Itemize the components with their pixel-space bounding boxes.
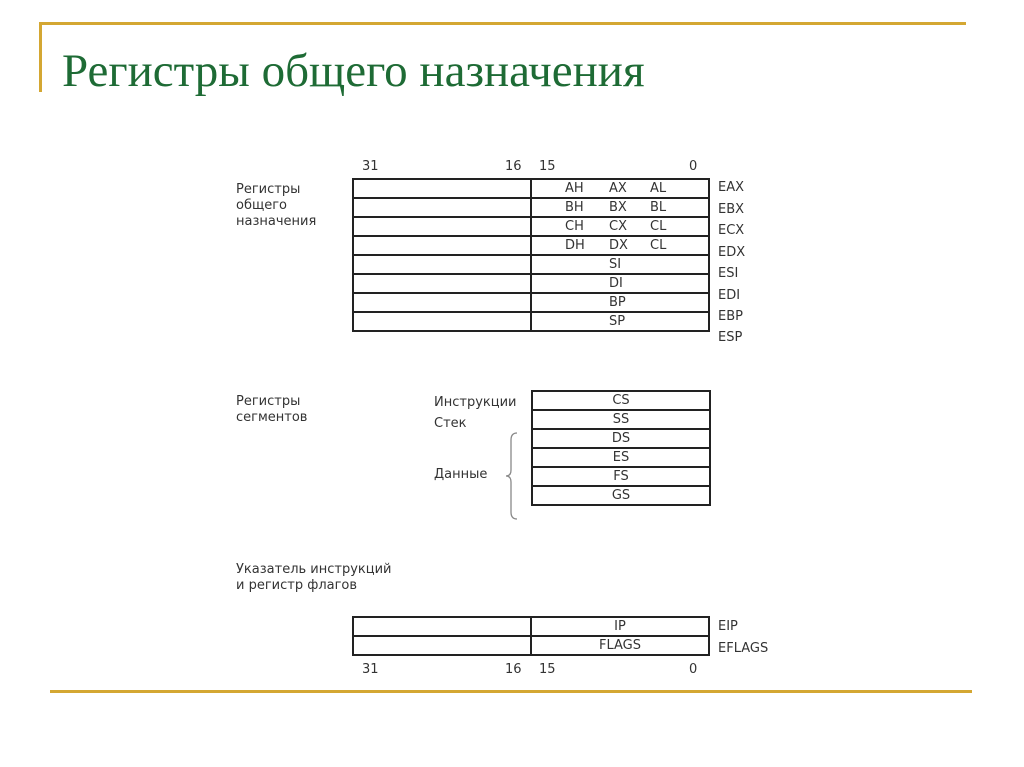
register-row-ebp xyxy=(353,293,709,312)
high-byte: CH xyxy=(565,219,584,234)
register-row-edi xyxy=(353,274,709,293)
bit-15-label: 15 xyxy=(539,662,556,677)
general-registers-label xyxy=(236,182,316,230)
frame-left-rule xyxy=(39,22,42,92)
label-line: и регистр флагов xyxy=(236,578,358,593)
slide-title: Регистры общего назначения xyxy=(62,45,645,97)
high-half xyxy=(353,293,531,312)
low-half xyxy=(531,312,709,331)
bit-31-label: 31 xyxy=(362,159,379,174)
segment-row-es xyxy=(532,448,710,467)
high-half xyxy=(353,274,531,293)
low-half xyxy=(531,236,709,255)
reg-name-ebp: EBP xyxy=(718,309,743,324)
reg-name-eax: EAX xyxy=(718,180,745,195)
register-row-ebx xyxy=(353,198,709,217)
word-reg: IP xyxy=(531,617,709,636)
word-reg: SP xyxy=(609,314,626,329)
high-half xyxy=(353,617,531,636)
segment-row-gs xyxy=(532,486,710,505)
low-byte: CL xyxy=(650,219,667,234)
segment-row-ds xyxy=(532,429,710,448)
flags-registers-label xyxy=(236,562,392,594)
low-half xyxy=(531,293,709,312)
word-reg: DI xyxy=(609,276,623,291)
low-half xyxy=(531,217,709,236)
word-reg: DX xyxy=(609,238,628,253)
segment-registers-label xyxy=(236,394,307,426)
label-line: сегментов xyxy=(236,410,308,425)
reg-name-ebx: EBX xyxy=(718,202,745,217)
register-row-eax xyxy=(353,179,709,198)
word-reg: SI xyxy=(609,257,622,272)
segment-cell: SS xyxy=(532,410,710,429)
frame-top-rule xyxy=(40,22,966,25)
register-row-ecx xyxy=(353,217,709,236)
register-row-esi xyxy=(353,255,709,274)
label-line: общего xyxy=(236,198,287,213)
high-half xyxy=(353,198,531,217)
segment-row-fs xyxy=(532,467,710,486)
word-reg: CX xyxy=(609,219,627,234)
low-half xyxy=(531,274,709,293)
segment-cell: ES xyxy=(532,448,710,467)
segment-cell: DS xyxy=(532,429,710,448)
word-reg: BX xyxy=(609,200,627,215)
segment-cell: CS xyxy=(532,391,710,410)
code-segment-label: Инструкции xyxy=(434,395,517,410)
register-row-edx xyxy=(353,236,709,255)
high-half xyxy=(353,236,531,255)
general-registers-table xyxy=(352,178,710,332)
high-byte: AH xyxy=(565,181,584,196)
reg-name-ecx: ECX xyxy=(718,223,745,238)
bit-31-label: 31 xyxy=(362,662,379,677)
high-half xyxy=(353,312,531,331)
low-byte: CL xyxy=(650,238,667,253)
high-half xyxy=(353,179,531,198)
segment-registers-table xyxy=(531,390,711,506)
low-byte: BL xyxy=(650,200,667,215)
label-line: Регистры xyxy=(236,182,301,197)
curly-brace-icon xyxy=(503,432,521,520)
high-half xyxy=(353,217,531,236)
high-half xyxy=(353,636,531,655)
high-byte: BH xyxy=(565,200,584,215)
reg-name-eip: EIP xyxy=(718,619,738,634)
segment-row-cs xyxy=(532,391,710,410)
label-line: назначения xyxy=(236,214,317,229)
bit-16-label: 16 xyxy=(505,159,522,174)
reg-name-esi: ESI xyxy=(718,266,739,281)
low-byte: AL xyxy=(650,181,667,196)
bit-0-label: 0 xyxy=(689,662,698,677)
bit-15-label: 15 xyxy=(539,159,556,174)
bit-0-label: 0 xyxy=(689,159,698,174)
label-line: Указатель инструкций xyxy=(236,562,392,577)
register-row-eflags xyxy=(353,636,709,655)
reg-name-esp: ESP xyxy=(718,330,743,345)
high-byte: DH xyxy=(565,238,585,253)
reg-name-eflags: EFLAGS xyxy=(718,641,769,656)
frame-bottom-rule xyxy=(50,690,972,693)
high-half xyxy=(353,255,531,274)
segment-cell: FS xyxy=(532,467,710,486)
word-reg: BP xyxy=(609,295,626,310)
register-row-esp xyxy=(353,312,709,331)
data-segments-label: Данные xyxy=(434,467,488,482)
label-line: Регистры xyxy=(236,394,301,409)
flags-registers-table xyxy=(352,616,710,656)
segment-row-ss xyxy=(532,410,710,429)
segment-cell: GS xyxy=(532,486,710,505)
low-half xyxy=(531,198,709,217)
reg-name-edi: EDI xyxy=(718,288,741,303)
word-reg: AX xyxy=(609,181,627,196)
stack-segment-label: Стек xyxy=(434,416,467,431)
reg-name-edx: EDX xyxy=(718,245,746,260)
register-row-eip xyxy=(353,617,709,636)
low-half xyxy=(531,179,709,198)
bit-16-label: 16 xyxy=(505,662,522,677)
low-half xyxy=(531,255,709,274)
word-reg: FLAGS xyxy=(531,636,709,655)
